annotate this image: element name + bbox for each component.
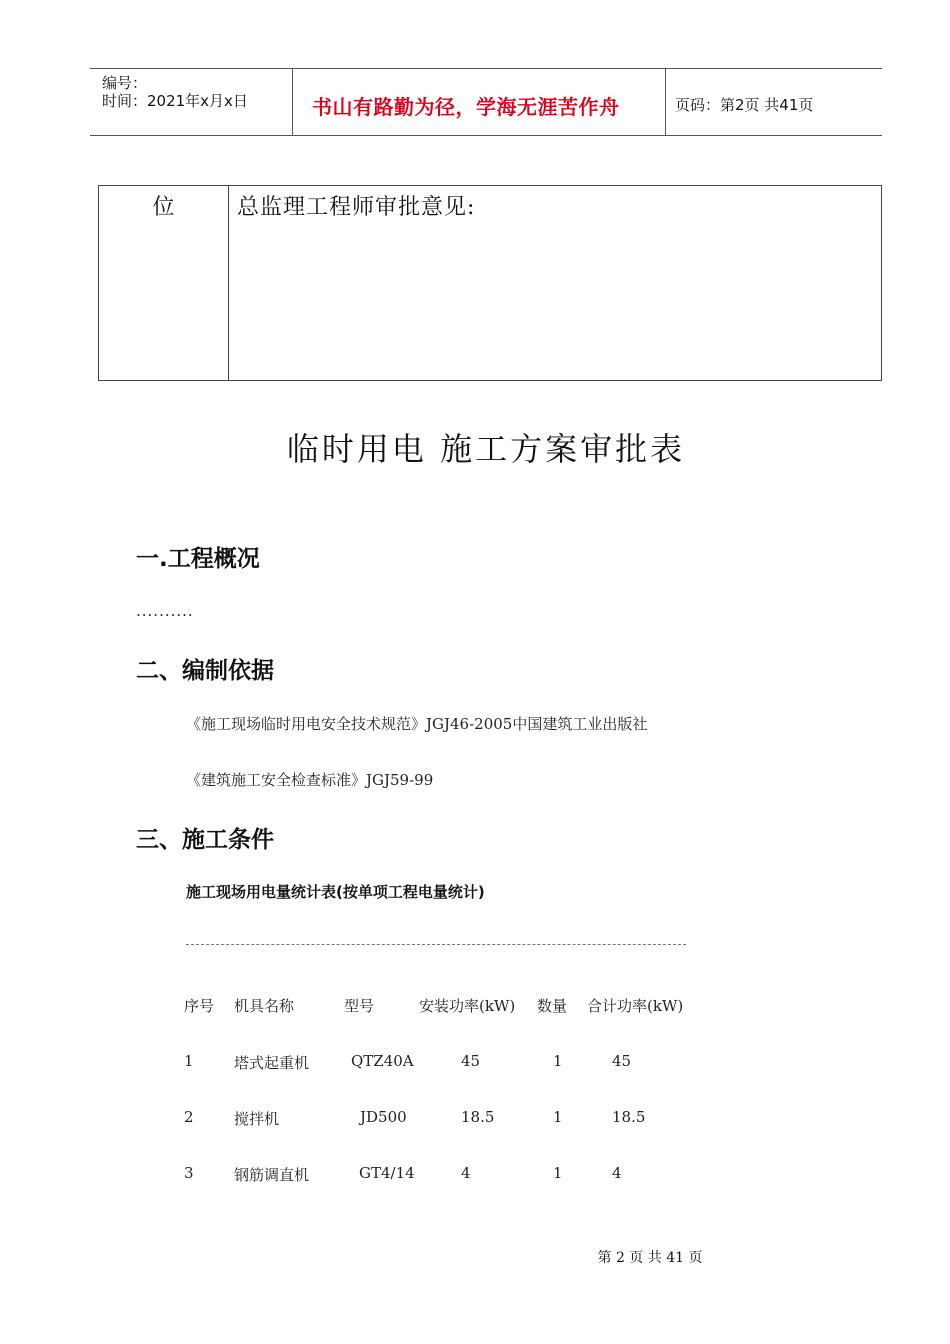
- row-total-power: 45: [612, 1052, 632, 1070]
- section-conditions-heading: 三、施工条件: [136, 827, 274, 853]
- row-machine-name: 搅拌机: [234, 1110, 280, 1128]
- dashed-separator: [186, 944, 686, 945]
- row-total-power: 18.5: [612, 1108, 646, 1126]
- row-model: GT4/14: [359, 1164, 415, 1182]
- header-page-number: 页码：第2页 共41页: [675, 96, 814, 114]
- row-no: 2: [184, 1108, 194, 1126]
- header-total-power: 合计功率(kW): [587, 997, 684, 1015]
- section-basis-heading: 二、编制依据: [136, 658, 274, 684]
- row-installed-power: 4: [461, 1164, 471, 1182]
- row-quantity: 1: [553, 1052, 563, 1070]
- header-motto: 书山有路勤为径，学海无涯苦作舟: [312, 95, 620, 119]
- basis-item: 《建筑施工安全检查标准》JGJ59-99: [186, 771, 434, 789]
- row-no: 3: [184, 1164, 194, 1182]
- power-table-title: 施工现场用电量统计表(按单项工程电量统计): [186, 883, 485, 901]
- header-divider-left: [292, 68, 293, 135]
- basis-item: 《施工现场临时用电安全技术规范》JGJ46-2005中国建筑工业出版社: [186, 715, 648, 733]
- header-bottom-rule: [90, 135, 882, 136]
- header-number-label: 编号：: [102, 74, 148, 92]
- header-installed-power: 安装功率(kW): [419, 997, 516, 1015]
- header-quantity: 数量: [537, 997, 568, 1015]
- row-no: 1: [184, 1052, 194, 1070]
- chief-supervisor-opinion: 总监理工程师审批意见:: [237, 195, 476, 220]
- header-model: 型号: [344, 997, 375, 1015]
- approval-table-divider: [228, 186, 229, 380]
- header-machine-name: 机具名称: [234, 997, 295, 1015]
- row-machine-name: 塔式起重机: [234, 1054, 310, 1072]
- approval-left-cell: 位: [152, 195, 175, 220]
- header-divider-right: [665, 68, 666, 135]
- section-overview-heading: 一.工程概况: [136, 546, 260, 572]
- document-title: 临时用电 施工方案审批表: [286, 430, 686, 468]
- header-top-rule: [90, 68, 882, 69]
- page-footer: 第 2 页 共 41 页: [597, 1250, 703, 1266]
- row-machine-name: 钢筋调直机: [234, 1166, 310, 1184]
- row-installed-power: 18.5: [461, 1108, 495, 1126]
- header-no: 序号: [184, 997, 215, 1015]
- row-quantity: 1: [553, 1108, 563, 1126]
- header-date: 时间：2021年x月x日: [102, 92, 248, 110]
- section-overview-body: ..........: [136, 602, 194, 620]
- row-model: JD500: [360, 1108, 407, 1126]
- row-installed-power: 45: [461, 1052, 481, 1070]
- row-total-power: 4: [612, 1164, 622, 1182]
- row-quantity: 1: [553, 1164, 563, 1182]
- approval-table: [98, 185, 882, 381]
- row-model: QTZ40A: [351, 1052, 414, 1070]
